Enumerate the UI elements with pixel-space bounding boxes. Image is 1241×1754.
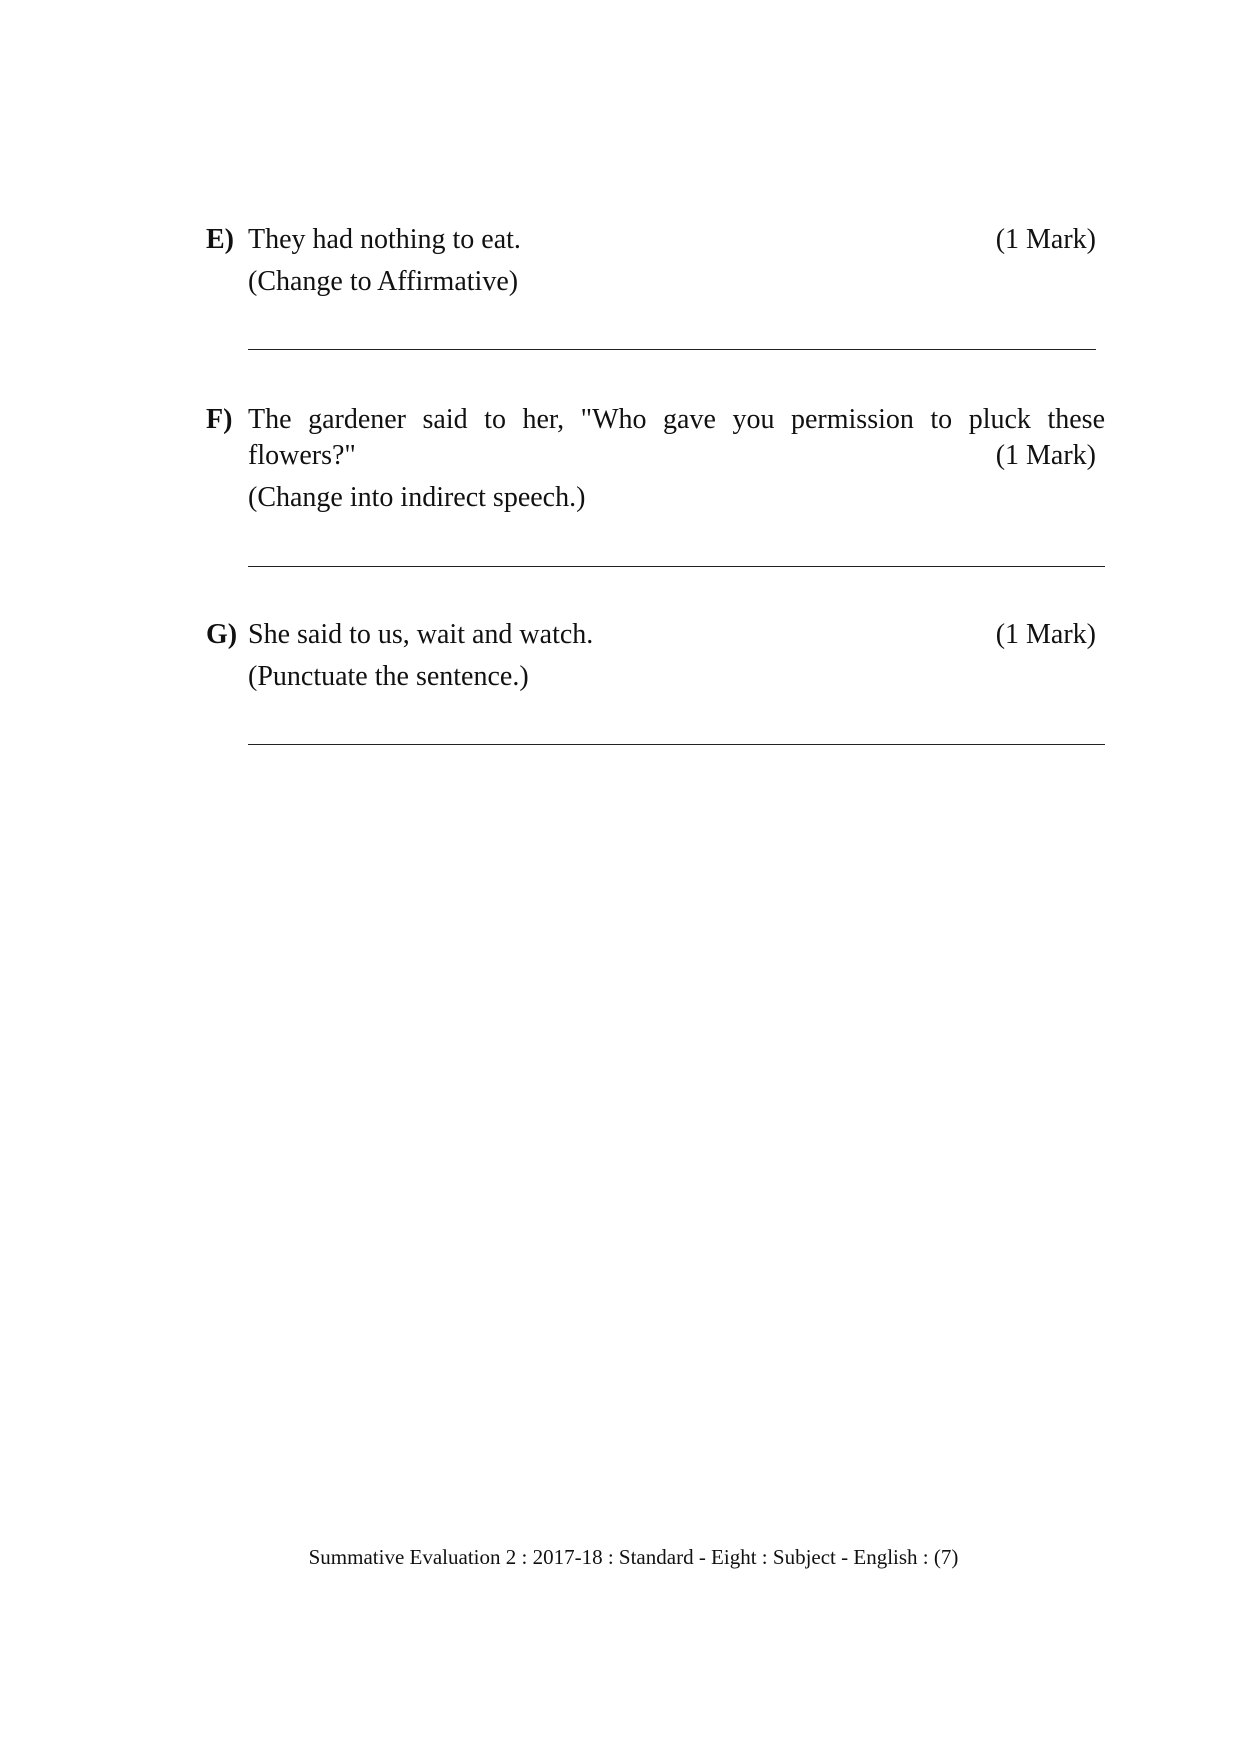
answer-line[interactable] bbox=[248, 566, 1105, 567]
question-text: She said to us, wait and watch. bbox=[248, 619, 594, 650]
question-label: F) bbox=[206, 404, 233, 435]
mark-label: (1 Mark) bbox=[995, 224, 1096, 255]
answer-line[interactable] bbox=[248, 349, 1096, 350]
instruction-text: (Punctuate the sentence.) bbox=[248, 661, 529, 692]
question-text-line bbox=[248, 222, 1096, 258]
question-body bbox=[248, 222, 1096, 300]
footer-text: Summative Evaluation 2 : 2017-18 : Standard - Eight : Subject - English : (7) bbox=[308, 1545, 959, 1569]
instruction-text: (Change into indirect speech.) bbox=[248, 482, 586, 513]
page-footer bbox=[0, 1543, 1241, 1571]
question-text: The gardener said to her, "Who gave you permission to pluck these bbox=[248, 404, 1105, 435]
question-text: flowers?" bbox=[248, 440, 356, 471]
question-text-line bbox=[248, 438, 1105, 474]
question-label: E) bbox=[206, 224, 234, 255]
mark-label: (1 Mark) bbox=[995, 619, 1096, 650]
instruction-text: (Change to Affirmative) bbox=[248, 266, 519, 297]
mark-label: (1 Mark) bbox=[995, 440, 1096, 471]
answer-line[interactable] bbox=[248, 744, 1105, 745]
question-label: G) bbox=[206, 619, 238, 650]
question-body bbox=[248, 402, 1105, 516]
question-text: They had nothing to eat. bbox=[248, 224, 521, 255]
question-body bbox=[248, 617, 1105, 695]
question-text-line bbox=[248, 617, 1105, 653]
